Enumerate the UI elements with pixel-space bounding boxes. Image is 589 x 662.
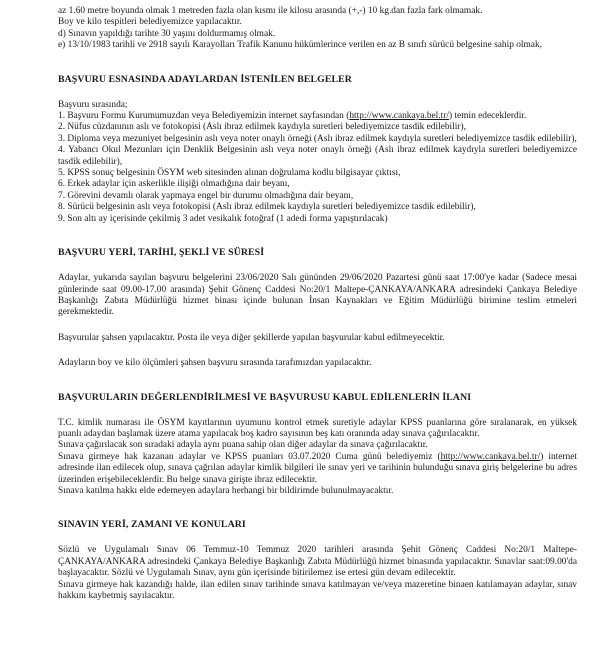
document-item: 1. Başvuru Formu Kurumumuzdan veya Belediyemizin internet sayfasından (http://www.cankaya.bel.tr/) temin edeceklerdir. (58, 111, 527, 122)
intro-block (58, 6, 577, 52)
section-heading: BAŞVURU ESNASINDA ADAYLARDAN İSTENİLEN BELGELER (58, 73, 352, 85)
document-item: 5. KPSS sonuç belgesinin ÖSYM web sitesinden alınan doğrulama kodlu bilgisayar çıktısı, (58, 168, 401, 179)
document-item: 2. Nüfus cüzdanının aslı ve fotokopisi (Aslı ibraz edilmek kaydıyla suretleri belediyemizce tasdik edilebilir), (58, 122, 466, 133)
requirement-age: d) Sınavın yapıldığı tarihte 30 yaşını doldurmamış olmak. (58, 28, 276, 39)
absence-paragraph: Sınava girmeye hak kazandığı halde, ilan edilen sınav tarihinde sınava katılmayan ve/veya mazeretine binaen katılamayan adaylar, sınav hakkını kaybetmiş sayılacaktır. (58, 579, 577, 601)
requirement-height-weight: az 1.60 metre boyunda olmak 1 metreden fazla olan kısmı ile kilosu arasında (+,-) 10 kg.dan fazla fark olmamak. (58, 6, 483, 16)
measurement-paragraph: Adayların boy ve kilo ölçümleri şahsen başvuru sırasında tarafımızdan yapılacaktır. (58, 358, 372, 369)
ranking-paragraph: T.C. kimlik numarası ile ÖSYM kayıtlarının uyumunu kontrol etmek suretiyle adaylar KPSS puanlarına göre sıralanarak, en yüksek puanlı adaydan başlamak üzere atama yapılacak boş kadro sayısının beş katı oranında aday sınava çağırılacaktır. (58, 417, 577, 439)
document-item: 6. Erkek adaylar için askerlikle ilişiği olmadığına dair beyanı, (58, 179, 290, 190)
cankaya-website-link[interactable]: http://www.cankaya.bel.tr/ (440, 451, 541, 462)
tie-paragraph: Sınava çağırılacak son sıradaki adayla aynı puana sahip olan diğer adaylar da sınava çağırılacaktır. (58, 440, 428, 451)
document-item: 9. Son altı ay içerisinde çekilmiş 3 adet vesikalık fotoğraf (1 adedi forma yapıştırılacak) (58, 213, 388, 224)
evaluation-section (58, 392, 577, 498)
document-item: 3. Diploma veya mezuniyet belgesinin aslı veya noter onaylı örneği (Aslı ibraz edilmek kaydıyla suretleri belediyemizce tasdik edilebilir), (58, 133, 577, 144)
cankaya-website-link[interactable]: http://www.cankaya.bel.tr/ (349, 111, 449, 122)
exam-place-section (58, 519, 577, 602)
document-item: 8. Sürücü belgesinin aslı veya fotokopisi (Aslı ibraz edilmek kaydıyla suretleri belediyemizce tasdik edilebilir), (58, 202, 476, 213)
application-place-section (58, 247, 577, 369)
exam-schedule-paragraph: Sözlü ve Uygulamalı Sınav 06 Temmuz-10 Temmuz 2020 tarihleri arasında Şehit Gönenç Caddesi No:20/1 Maltepe-ÇANKAYA/ANKARA adresindeki Çankaya Belediye Başkanlığı Zabıta Müdürlüğü hizmet binasında yapılacaktır. Sınavlar saat:09.00'da başlayacaktır. Sözlü ve Uygulamalı Sınav, aynı gün içerisinde bitirilemez ise ertesi gün devam edilecektir. (58, 545, 577, 579)
requirement-driver-license: e) 13/10/1983 tarihli ve 2918 sayılı Karayolları Trafik Kanunu hükümlerince verilen en az B sınıfı sürücü belgesine sahip olmak, (58, 40, 543, 51)
document-item: 4. Yabancı Okul Mezunları için Denklik Belgesinin aslı veya noter onaylı örneği (Aslı ibraz edilmek kaydıyla suretleri belediyemizce tasdik edilebilir), (58, 145, 577, 167)
section-heading: BAŞVURU YERİ, TARİHİ, ŞEKLİ VE SÜRESİ (58, 247, 265, 259)
section-lead: Başvuru sırasında; (58, 99, 128, 110)
section-heading: SINAVIN YERİ, ZAMANI VE KONULARI (58, 519, 246, 531)
application-dates-paragraph: Adaylar, yukarıda sayılan başvuru belgelerini 23/06/2020 Salı gününden 29/06/2020 Pazartesi günü saat 17:00'ye kadar (Sadece mesai günlerinde saat 09.00-17.00 arasında) Şehit Gönenç Caddesi No:20/1 Maltepe-ÇANKAYA/ANKARA adresindeki Çankaya Belediye Başkanlığı Zabıta Müdürlüğü hizmet binası içinde bulunan İnsan Kaynakları ve Eğitim Müdürlüğü birimine teslim etmeleri gerekmektedir. (58, 273, 577, 318)
documents-list (58, 111, 577, 225)
requirement-measurement-note: Boy ve kilo tespitleri belediyemizce yapılacaktır. (58, 17, 242, 28)
announcement-paragraph: Sınava girmeye hak kazanan adaylar ve KPSS puanları 03.07.2020 Cuma günü belediyemiz (http://www.cankaya.bel.tr/) internet adresinde ilan edilecek olup, sınava çağrılan adaylar kimlik bilgileri ile sınav yeri ve tarihinin bulunduğu sınava giriş belgelerine bu adres üzerinden erişebileceklerdir. Bu belge sınava girişte ibraz edilecektir. (58, 451, 577, 485)
document-item: 7. Görevini devamlı olarak yapmaya engel bir durumu olmadığına dair beyanı, (58, 190, 354, 201)
no-notice-paragraph: Sınava katılma hakkı elde edemeyen adaylara herhangi bir bildirimde bulunulmayacaktır. (58, 485, 394, 496)
required-documents-section (58, 74, 577, 225)
in-person-application-paragraph: Başvurular şahsen yapılacaktır. Posta ile veya diğer şekillerde yapılan başvurular kabul edilmeyecektir. (58, 332, 445, 343)
section-heading: BAŞVURULARIN DEĞERLENDİRİLMESİ VE BAŞVURUSU KABUL EDİLENLERİN İLANI (58, 391, 472, 403)
